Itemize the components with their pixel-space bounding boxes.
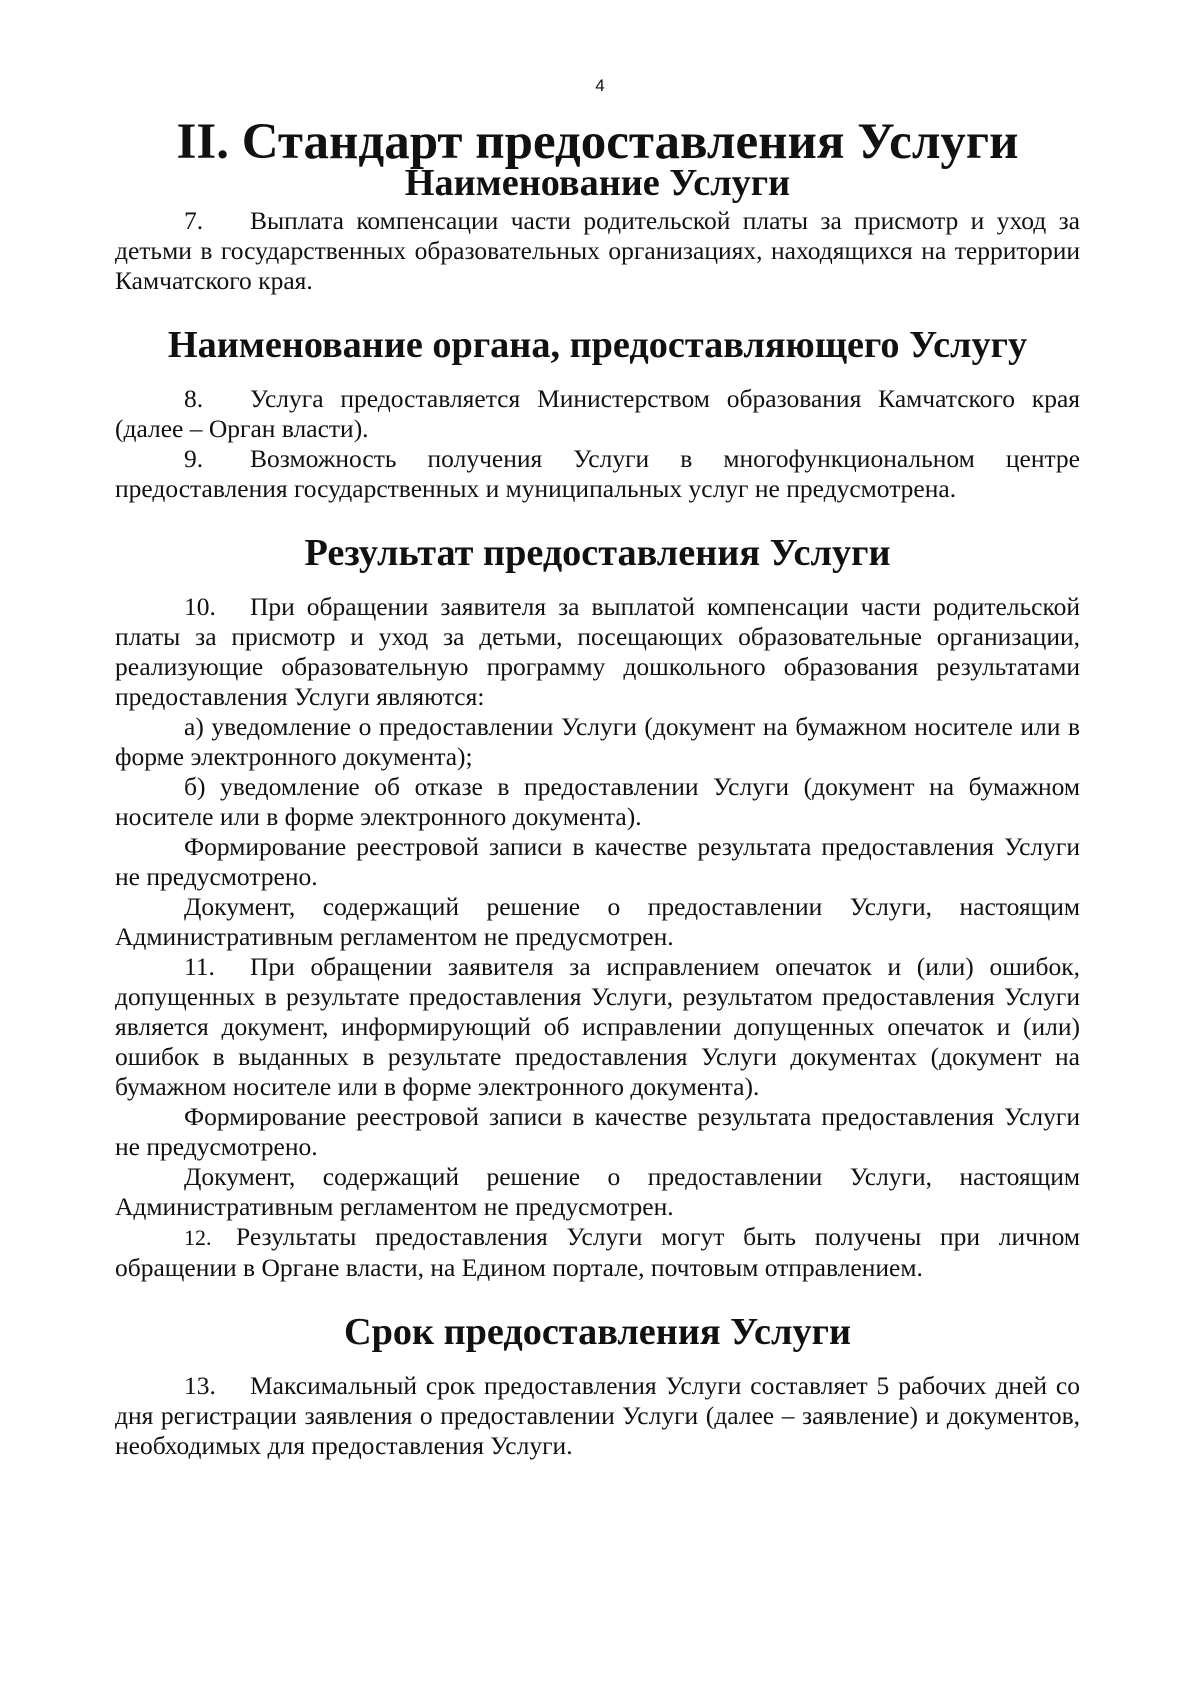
paragraph-text: Возможность получения Услуги в многофункциональном центре предоставления государственных и муниципальных услуг не предусмотрена. [115,444,1080,503]
paragraph-number: 9. [184,444,204,473]
paragraph-12 [115,1222,1080,1283]
paragraph-number: 11. [184,952,215,981]
page-number: 4 [595,76,605,95]
paragraph-10 [115,592,1080,712]
block-heading-term: Срок предоставления Услуги [343,1311,852,1353]
paragraph-number: 13. [184,1371,216,1400]
paragraph-10-a: а) уведомление о предоставлении Услуги (документ на бумажном носителе или в форме электронного документа); [115,712,1080,771]
paragraph-number: 10. [184,592,216,621]
paragraph-10-b: б) уведомление об отказе в предоставлении Услуги (документ на бумажном носителе или в форме электронного документа). [115,772,1080,831]
paragraph-number: 12. [184,1225,212,1250]
paragraph-10-document: Документ, содержащий решение о предоставлении Услуги, настоящим Административным регламентом не предусмотрен. [115,892,1080,951]
paragraph-text: Услуга предоставляется Министерством образования Камчатского края (далее – Орган власти). [115,384,1080,443]
section-title: II. Стандарт предоставления Услуги [176,114,1019,170]
paragraph-number: 7. [184,206,204,235]
paragraph-text: При обращении заявителя за выплатой компенсации части родительской платы за присмотр и уход за детьми, посещающих образовательные организации, реализующие образовательную программу дошкольного образования результатами предоставления Услуги являются: [115,592,1080,711]
paragraph-7 [115,206,1080,296]
paragraph-10-registry: Формирование реестровой записи в качестве результата предоставления Услуги не предусмотрено. [115,832,1080,891]
paragraph-text: Максимальный срок предоставления Услуги составляет 5 рабочих дней со дня регистрации заявления о предоставлении Услуги (далее – заявление) и документов, необходимых для предоставления Услуги. [115,1371,1080,1460]
paragraph-13 [115,1371,1080,1461]
paragraph-text: Выплата компенсации части родительской платы за присмотр и уход за детьми в государственных образовательных организациях, находящихся на территории Камчатского края. [115,206,1080,295]
block-heading-authority: Наименование органа, предоставляющего Услугу [167,324,1028,366]
paragraph-8 [115,384,1080,444]
paragraph-9 [115,444,1080,504]
block-heading-result: Результат предоставления Услуги [304,532,891,574]
block-heading-service-name: Наименование Услуги [404,162,791,204]
paragraph-11-registry: Формирование реестровой записи в качестве результата предоставления Услуги не предусмотрено. [115,1102,1080,1161]
paragraph-number: 8. [184,384,204,413]
paragraph-text: Результаты предоставления Услуги могут быть получены при личном обращении в Органе власти, на Едином портале, почтовым отправлением. [115,1222,1080,1282]
paragraph-text: При обращении заявителя за исправлением опечаток и (или) ошибок, допущенных в результате предоставления Услуги, результатом предоставления Услуги является документ, информирующий об исправлении допущенных опечаток и (или) ошибок в выданных в результате предоставления Услуги документах (документ на бумажном носителе или в форме электронного документа). [115,952,1080,1101]
document-body [115,114,1080,1461]
paragraph-11-document: Документ, содержащий решение о предоставлении Услуги, настоящим Административным регламентом не предусмотрен. [115,1162,1080,1221]
paragraph-11 [115,952,1080,1102]
